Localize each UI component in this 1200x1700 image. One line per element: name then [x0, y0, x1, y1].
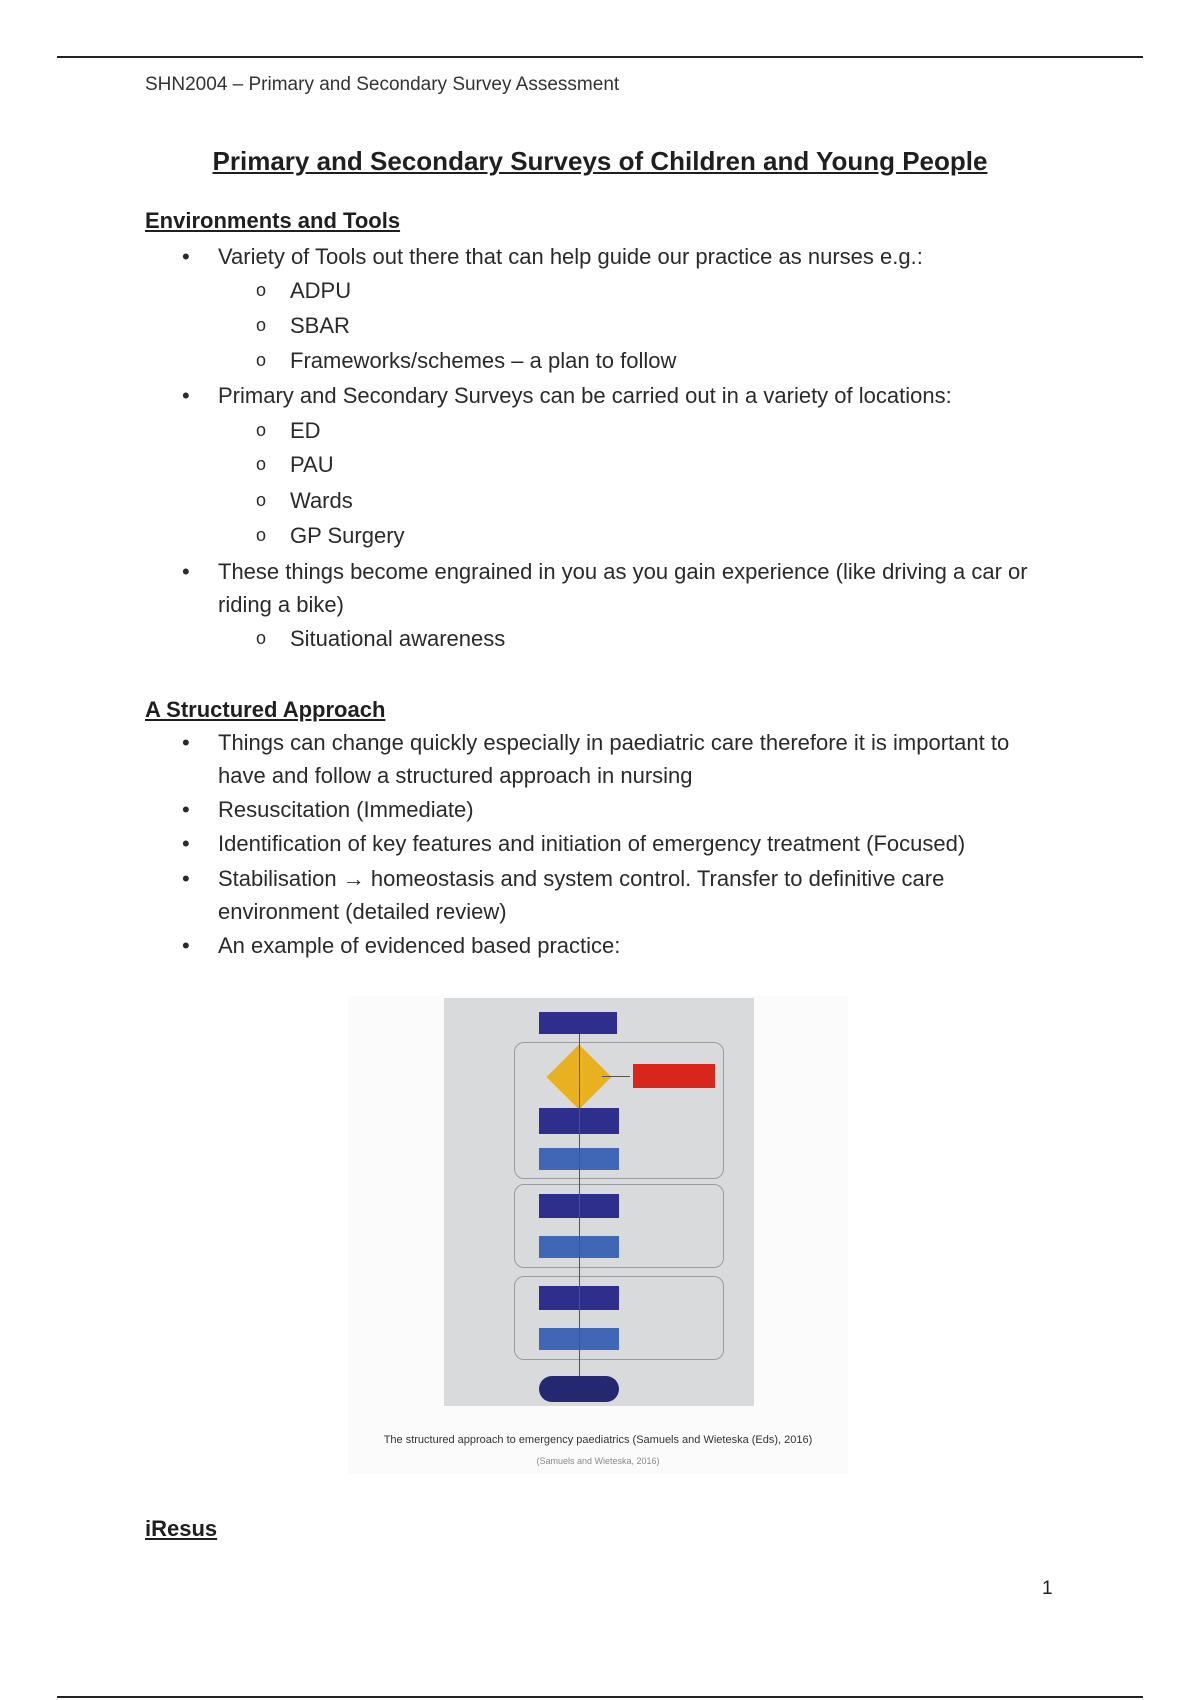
- flowchart-photo: [444, 998, 754, 1406]
- figure-citation: (Samuels and Wieteska, 2016): [536, 1456, 660, 1466]
- flowchart-arrest-step: [633, 1064, 715, 1088]
- flowchart-spine: [579, 1034, 580, 1376]
- document-title: Primary and Secondary Surveys of Children and Young People: [212, 146, 988, 176]
- sub-list-item: o GP Surgery: [290, 519, 405, 552]
- sub-list-item: o SBAR: [290, 309, 350, 342]
- sub-list-item: o PAU: [290, 448, 334, 481]
- sub-list-item: o Frameworks/schemes – a plan to follow: [290, 344, 676, 377]
- list-item: • Stabilisation → homeostasis and system control. Transfer to definitive care environment (detailed review): [218, 862, 1048, 928]
- heading-structured-approach: A Structured Approach: [145, 697, 386, 722]
- list-item: • Resuscitation (Immediate): [218, 793, 1048, 826]
- heading-environments-tools: Environments and Tools: [145, 208, 401, 233]
- list-item: • An example of evidenced based practice:: [218, 929, 1048, 962]
- running-header: SHN2004 – Primary and Secondary Survey Assessment: [145, 74, 620, 95]
- list-item: • These things become engrained in you as you gain experience (like driving a car or riding a bike): [218, 555, 1048, 621]
- figure-caption: The structured approach to emergency paediatrics (Samuels and Wieteska (Eds), 2016): [383, 1434, 813, 1446]
- flowchart-step: [539, 1012, 617, 1034]
- list-item: • Primary and Secondary Surveys can be carried out in a variety of locations:: [218, 379, 1048, 412]
- page-number: 1: [1042, 1578, 1053, 1599]
- heading-iresus: iResus: [145, 1516, 218, 1541]
- header-rule: [57, 56, 1143, 58]
- flowchart-terminal: [539, 1376, 619, 1402]
- sub-list-item: o Situational awareness: [290, 622, 505, 655]
- sub-list-item: o ADPU: [290, 274, 351, 307]
- sub-list-item: o ED: [290, 414, 321, 447]
- footer-rule: [57, 1696, 1143, 1698]
- flowchart-connector: [602, 1076, 630, 1077]
- list-item: • Things can change quickly especially in paediatric care therefore it is important to have and follow a structured approach in nursing: [218, 726, 1048, 792]
- sub-list-item: o Wards: [290, 484, 353, 517]
- flowchart-figure: [348, 996, 848, 1474]
- list-item: • Variety of Tools out there that can help guide our practice as nurses e.g.:: [218, 240, 1048, 273]
- list-item: • Identification of key features and initiation of emergency treatment (Focused): [218, 827, 1048, 860]
